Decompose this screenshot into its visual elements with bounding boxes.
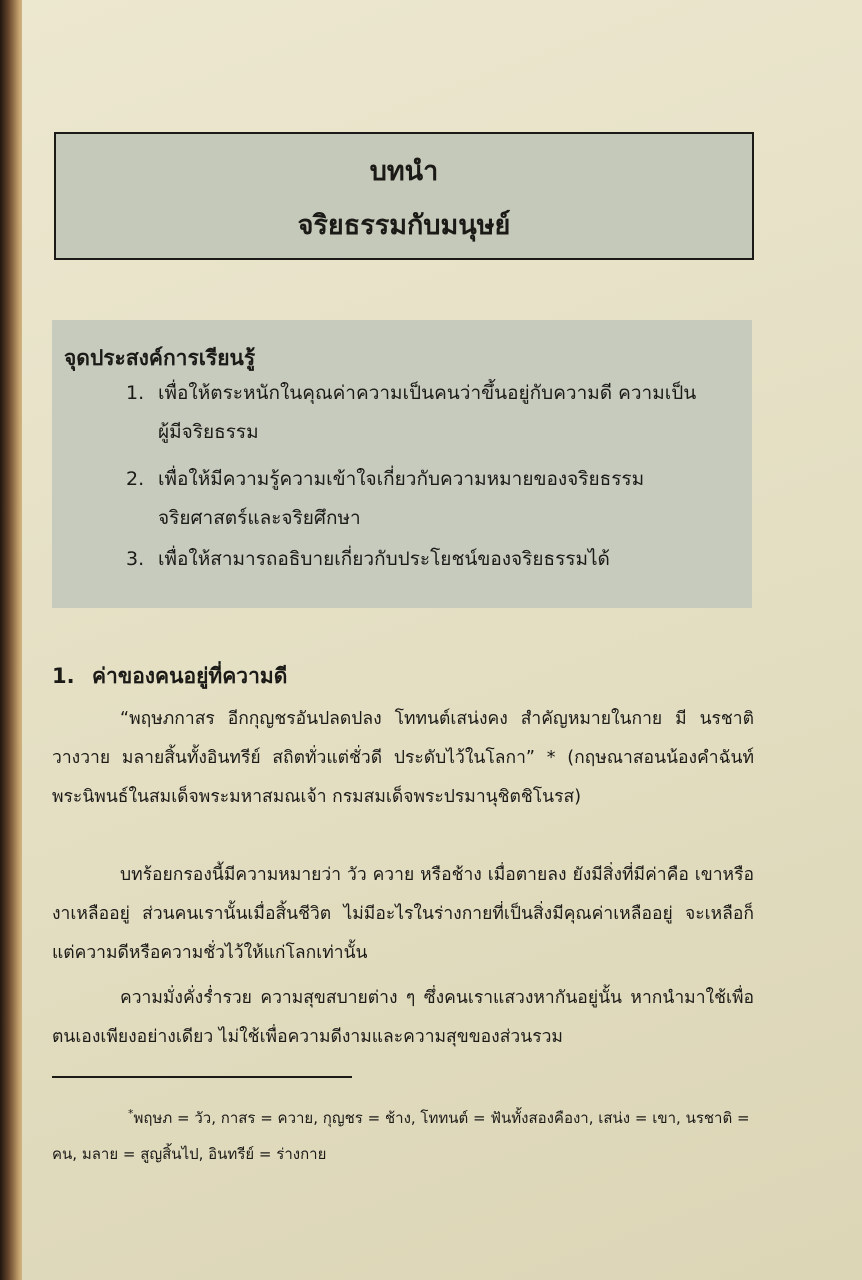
objective-number: 3. (126, 548, 145, 570)
chapter-label: บทนำ (369, 156, 439, 187)
objectives-heading: จุดประสงค์การเรียนรู้ (64, 346, 256, 370)
objective-line: เพื่อให้ตระหนักในคุณค่าความเป็นคนว่าขึ้นอยู่กับความดี ความเป็น (158, 382, 697, 404)
footnote-divider (52, 1076, 352, 1078)
objective-line: ผู้มีจริยธรรม (158, 421, 259, 443)
section-title: ค่าของคนอยู่ที่ความดี (92, 664, 288, 688)
paragraph-wealth (52, 979, 754, 1057)
chapter-title: จริยธรรมกับมนุษย์ (297, 210, 511, 241)
footnote-mark: * (128, 1107, 134, 1120)
footnote-text: พฤษภ = วัว, กาสร = ควาย, กุญชร = ช้าง, โททนต์ = ฟันทั้งสองคืองา, เสน่ง = เขา, นรชาติ = คน, มลาย = สูญสิ้นไป, อินทรีย์ = ร่างกาย (52, 1109, 750, 1163)
book-page (22, 0, 862, 1280)
objective-text (158, 540, 748, 579)
objective-number: 1. (126, 382, 145, 404)
objective-line: เพื่อให้สามารถอธิบายเกี่ยวกับประโยชน์ของจริยธรรมได้ (158, 548, 610, 570)
paragraph-meaning (52, 856, 754, 973)
paragraph-poem (52, 700, 754, 817)
objective-text (158, 374, 748, 452)
learning-objectives-box (52, 320, 752, 608)
objective-line: เพื่อให้มีความรู้ความเข้าใจเกี่ยวกับความหมายของจริยธรรม (158, 468, 645, 490)
paragraph-text: บทร้อยกรองนี้มีความหมายว่า วัว ควาย หรือช้าง เมื่อตายลง ยังมีสิ่งที่มีค่าคือ เขาหรืองาเหลืออยู่ ส่วนคนเรานั้นเมื่อสิ้นชีวิต ไม่มีอะไรในร่างกายที่เป็นสิ่งมีคุณค่าเหลืออยู่ จะเหลือก็แต่ความดีหรือความชั่วไว้ให้แก่โลกเท่านั้น (52, 865, 754, 963)
paragraph-text: ความมั่งคั่งร่ำรวย ความสุขสบายต่าง ๆ ซึ่งคนเราแสวงหากันอยู่นั้น หากนำมาใช้เพื่อตนเองเพียงอย่างเดียว ไม่ใช้เพื่อความดีงามและความสุขของส่วนรวม (52, 988, 754, 1047)
section-number: 1. (52, 664, 75, 688)
objective-number: 2. (126, 468, 145, 490)
paragraph-text: “พฤษภกาสร อีกกุญชรอันปลดปลง โททนต์เสน่งคง สำคัญหมายในกาย มี นรชาติวางวาย มลายสิ้นทั้งอินทรีย์ สถิตทั่วแต่ชั่วดี ประดับไว้ในโลกา” * (กฤษณาสอนน้องคำฉันท์ พระนิพนธ์ในสมเด็จพระมหาสมณเจ้า กรมสมเด็จพระปรมานุชิตชิโนรส) (52, 709, 754, 807)
objective-line: จริยศาสตร์และจริยศึกษา (158, 507, 361, 529)
section-heading (52, 660, 287, 693)
footnote (52, 1096, 754, 1172)
chapter-title-box (54, 132, 754, 260)
objective-text (158, 460, 748, 538)
